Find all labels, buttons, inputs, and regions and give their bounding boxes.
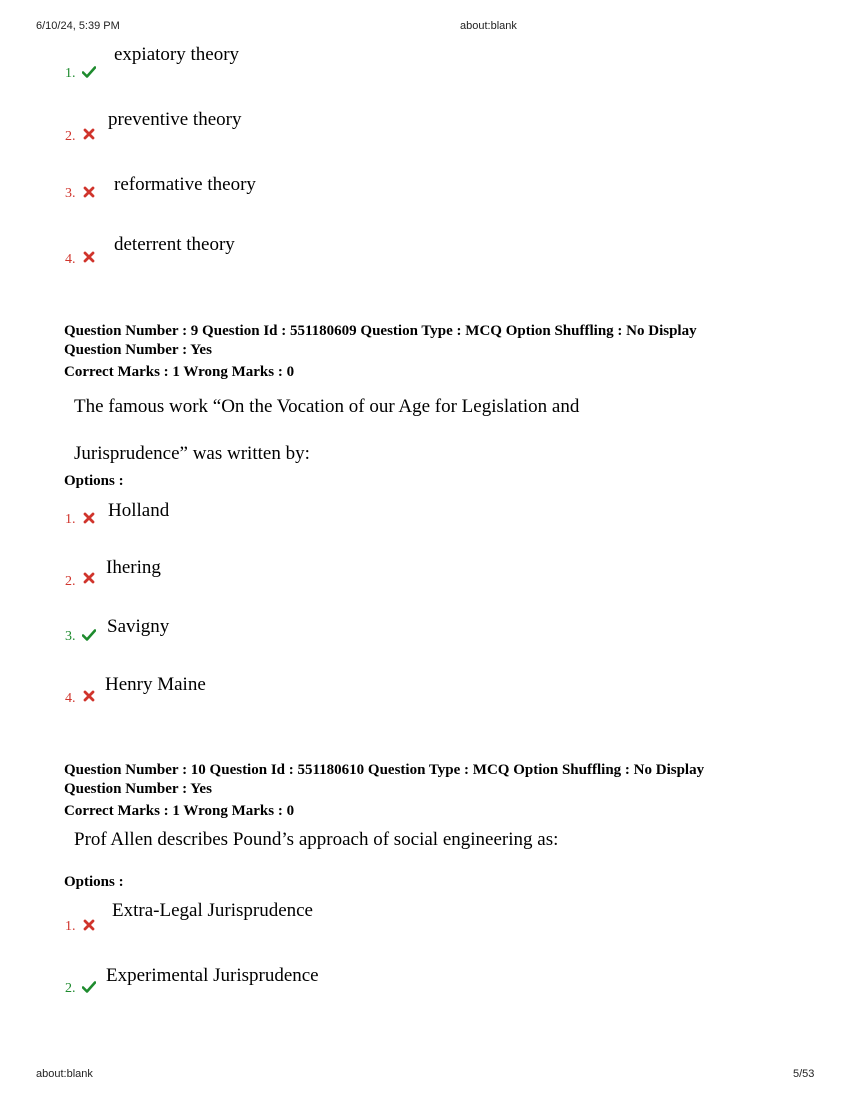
options-label: Options : <box>64 473 124 489</box>
option-text: preventive theory <box>108 109 242 130</box>
option-number: 3. <box>65 629 76 644</box>
page-number: 5/53 <box>793 1068 815 1080</box>
question-meta-line: Question Number : 9 Question Id : 551180609 Question Type : MCQ Option Shuffling : No Display <box>64 323 697 339</box>
option-text: Ihering <box>106 557 161 578</box>
option-number: 4. <box>65 252 76 267</box>
cross-icon <box>82 127 96 141</box>
option-text: Experimental Jurisprudence <box>106 965 319 986</box>
options-label: Options : <box>64 874 124 890</box>
question-marks: Correct Marks : 1 Wrong Marks : 0 <box>64 803 295 819</box>
option-number: 4. <box>65 691 76 706</box>
option-number: 2. <box>65 574 76 589</box>
option-text: deterrent theory <box>114 234 235 255</box>
cross-icon <box>82 918 96 932</box>
option-number: 3. <box>65 186 76 201</box>
cross-icon <box>82 511 96 525</box>
question-meta-line: Question Number : Yes <box>64 342 212 358</box>
cross-icon <box>82 689 96 703</box>
question-marks: Correct Marks : 1 Wrong Marks : 0 <box>64 364 295 380</box>
option-number: 1. <box>65 66 76 81</box>
question-meta <box>64 322 697 382</box>
question-text: Prof Allen describes Pound’s approach of social engineering as: <box>74 829 559 850</box>
option-number: 2. <box>65 129 76 144</box>
cross-icon <box>82 250 96 264</box>
question-text: Jurisprudence” was written by: <box>74 443 310 464</box>
question-meta-line: Question Number : Yes <box>64 781 212 797</box>
option-number: 1. <box>65 919 76 934</box>
question-meta-line: Question Number : 10 Question Id : 551180610 Question Type : MCQ Option Shuffling : No Display <box>64 762 705 778</box>
cross-icon <box>82 571 96 585</box>
option-number: 2. <box>65 981 76 996</box>
option-text: Henry Maine <box>105 674 206 695</box>
check-icon <box>82 980 96 994</box>
option-text: expiatory theory <box>114 44 240 65</box>
check-icon <box>82 65 96 79</box>
print-url: about:blank <box>460 20 517 32</box>
question-text: The famous work “On the Vocation of our Age for Legislation and <box>74 396 580 417</box>
option-number: 1. <box>65 512 76 527</box>
footer-url: about:blank <box>36 1068 93 1080</box>
option-text: Extra-Legal Jurisprudence <box>112 900 313 921</box>
question-meta <box>64 761 704 821</box>
option-text: Holland <box>108 500 170 521</box>
cross-icon <box>82 185 96 199</box>
print-datetime: 6/10/24, 5:39 PM <box>36 20 120 32</box>
option-text: reformative theory <box>114 174 256 195</box>
check-icon <box>82 628 96 642</box>
option-text: Savigny <box>107 616 170 637</box>
